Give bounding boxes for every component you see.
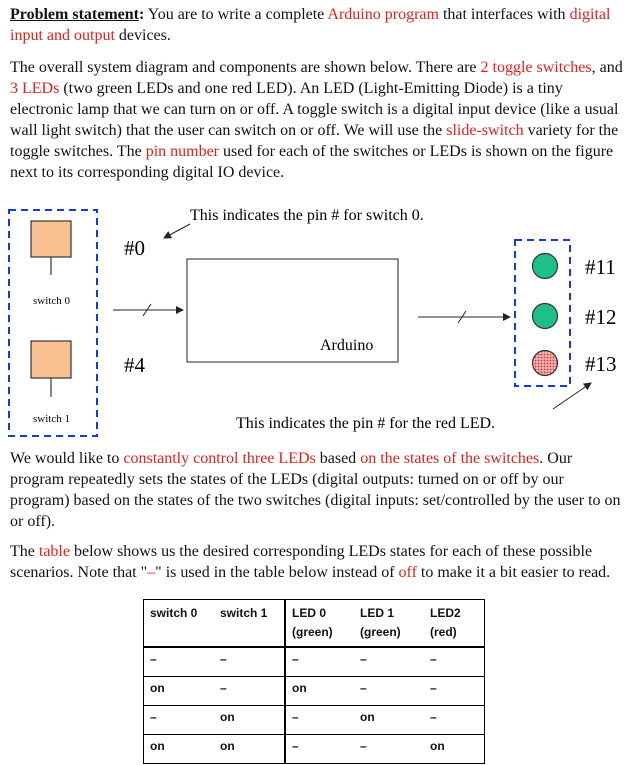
table-intro-text-1: The [10, 543, 39, 560]
led-2-red [533, 351, 558, 376]
switch-note-arrow [164, 224, 190, 238]
switch-0-label: switch 0 [33, 295, 70, 307]
pin-label-led-0: #11 [585, 255, 616, 279]
overview-text-5: used for each of the switches or LEDs is shown on the figure next to its corresponding digital IO device. [10, 143, 614, 181]
table-header-row [144, 600, 485, 648]
control-text-1: We would like to [10, 450, 124, 467]
table-intro-highlight-3: off [398, 564, 417, 581]
led-1-green [533, 304, 558, 329]
pin-label-led-2: #13 [585, 352, 617, 376]
overview-highlight-2: 3 LEDs [10, 80, 60, 97]
cell: on [144, 734, 215, 763]
table-intro-highlight-2: – [147, 564, 156, 581]
header-led-2: LED2 (red) [424, 600, 485, 648]
overview-highlight-1: 2 toggle switches [480, 59, 592, 76]
pin-label-switch-0: #0 [124, 236, 145, 260]
intro-text-1: You are to write a complete [144, 6, 328, 23]
cell: – [424, 676, 485, 705]
system-diagram [0, 197, 641, 447]
cell: – [220, 652, 227, 666]
overview-text-3: (two green LEDs and one red LED). An LED (Light-Emitting Diode) is a tiny electronic lamp that we can turn on or off. A toggle switch is a digital input device (like a usual wall light switch) that the user can switch on or off. We will use the [10, 80, 619, 139]
overview-text-4: variety for the toggle switches. The [10, 122, 619, 160]
problem-statement-label: Problem statement [10, 6, 139, 23]
table-row [144, 647, 485, 676]
overview-text-2: , and [591, 59, 623, 76]
header-switch-1: switch 1 [220, 606, 268, 620]
led-state-table [143, 599, 485, 764]
switch-1-label: switch 1 [33, 413, 70, 425]
cell: – [424, 705, 485, 734]
cell: – [285, 734, 354, 763]
intro-highlight-1: Arduino program [327, 6, 439, 23]
table-intro-highlight-1: table [38, 543, 70, 560]
table-row [144, 734, 485, 763]
cell: – [360, 680, 367, 695]
control-paragraph [10, 448, 624, 532]
table-row [144, 705, 485, 734]
cell: – [144, 705, 215, 734]
problem-statement-paragraph [10, 4, 624, 46]
cell: on [144, 676, 215, 705]
overview-paragraph [10, 57, 624, 183]
overview-highlight-4: pin number [145, 143, 220, 160]
cell: – [285, 705, 354, 734]
cell: – [220, 680, 227, 695]
switch-pin-note: This indicates the pin # for switch 0. [190, 207, 424, 224]
switch-0-body [31, 221, 71, 257]
cell: – [144, 647, 215, 676]
cell: – [360, 738, 367, 753]
header-led-1: LED 1 (green) [360, 606, 401, 639]
header-led-0: LED 0 (green) [285, 600, 354, 648]
cell: on [424, 734, 485, 763]
cell: – [285, 647, 354, 676]
control-text-2: based [315, 450, 361, 467]
led-pin-note: This indicates the pin # for the red LED. [236, 415, 496, 432]
intro-text-2: that interfaces with [438, 6, 570, 23]
control-highlight-1: constantly control three LEDs [123, 450, 316, 467]
control-text-3: . Our program repeatedly sets the states of the LEDs (digital outputs: turned on or off by our program) based on the states of the two switches (digital inputs: set/controlled by the user to on or off). [10, 450, 621, 530]
cell: – [360, 652, 367, 666]
pin-label-led-1: #12 [585, 305, 617, 329]
overview-text-1: The overall system diagram and components are shown below. There are [10, 59, 481, 76]
switch-1-body [31, 341, 71, 378]
label-colon: : [139, 6, 145, 23]
cell: on [220, 738, 235, 753]
intro-highlight-2: digital input and output [10, 6, 611, 44]
header-switch-0: switch 0 [144, 600, 215, 648]
cell: on [285, 676, 354, 705]
control-highlight-2: on the states of the switches [360, 450, 540, 467]
cell: on [220, 709, 235, 724]
cell: on [360, 709, 375, 724]
led-note-arrow [553, 383, 591, 409]
arduino-label: Arduino [320, 337, 374, 354]
led-0-green [533, 254, 558, 279]
overview-highlight-3: slide-switch [446, 122, 524, 139]
table-intro-text-4: to make it a bit easier to read. [416, 564, 611, 581]
table-row [144, 676, 485, 705]
intro-text-3: devices. [114, 27, 171, 44]
table-intro-text-3: " is used in the table below instead of [155, 564, 399, 581]
table-intro-text-2: below shows us the desired corresponding LEDs states for each of these possible scenarios. Note that " [10, 543, 593, 581]
table-intro-paragraph [10, 541, 624, 583]
cell: – [424, 647, 485, 676]
pin-label-switch-1: #4 [124, 353, 145, 377]
